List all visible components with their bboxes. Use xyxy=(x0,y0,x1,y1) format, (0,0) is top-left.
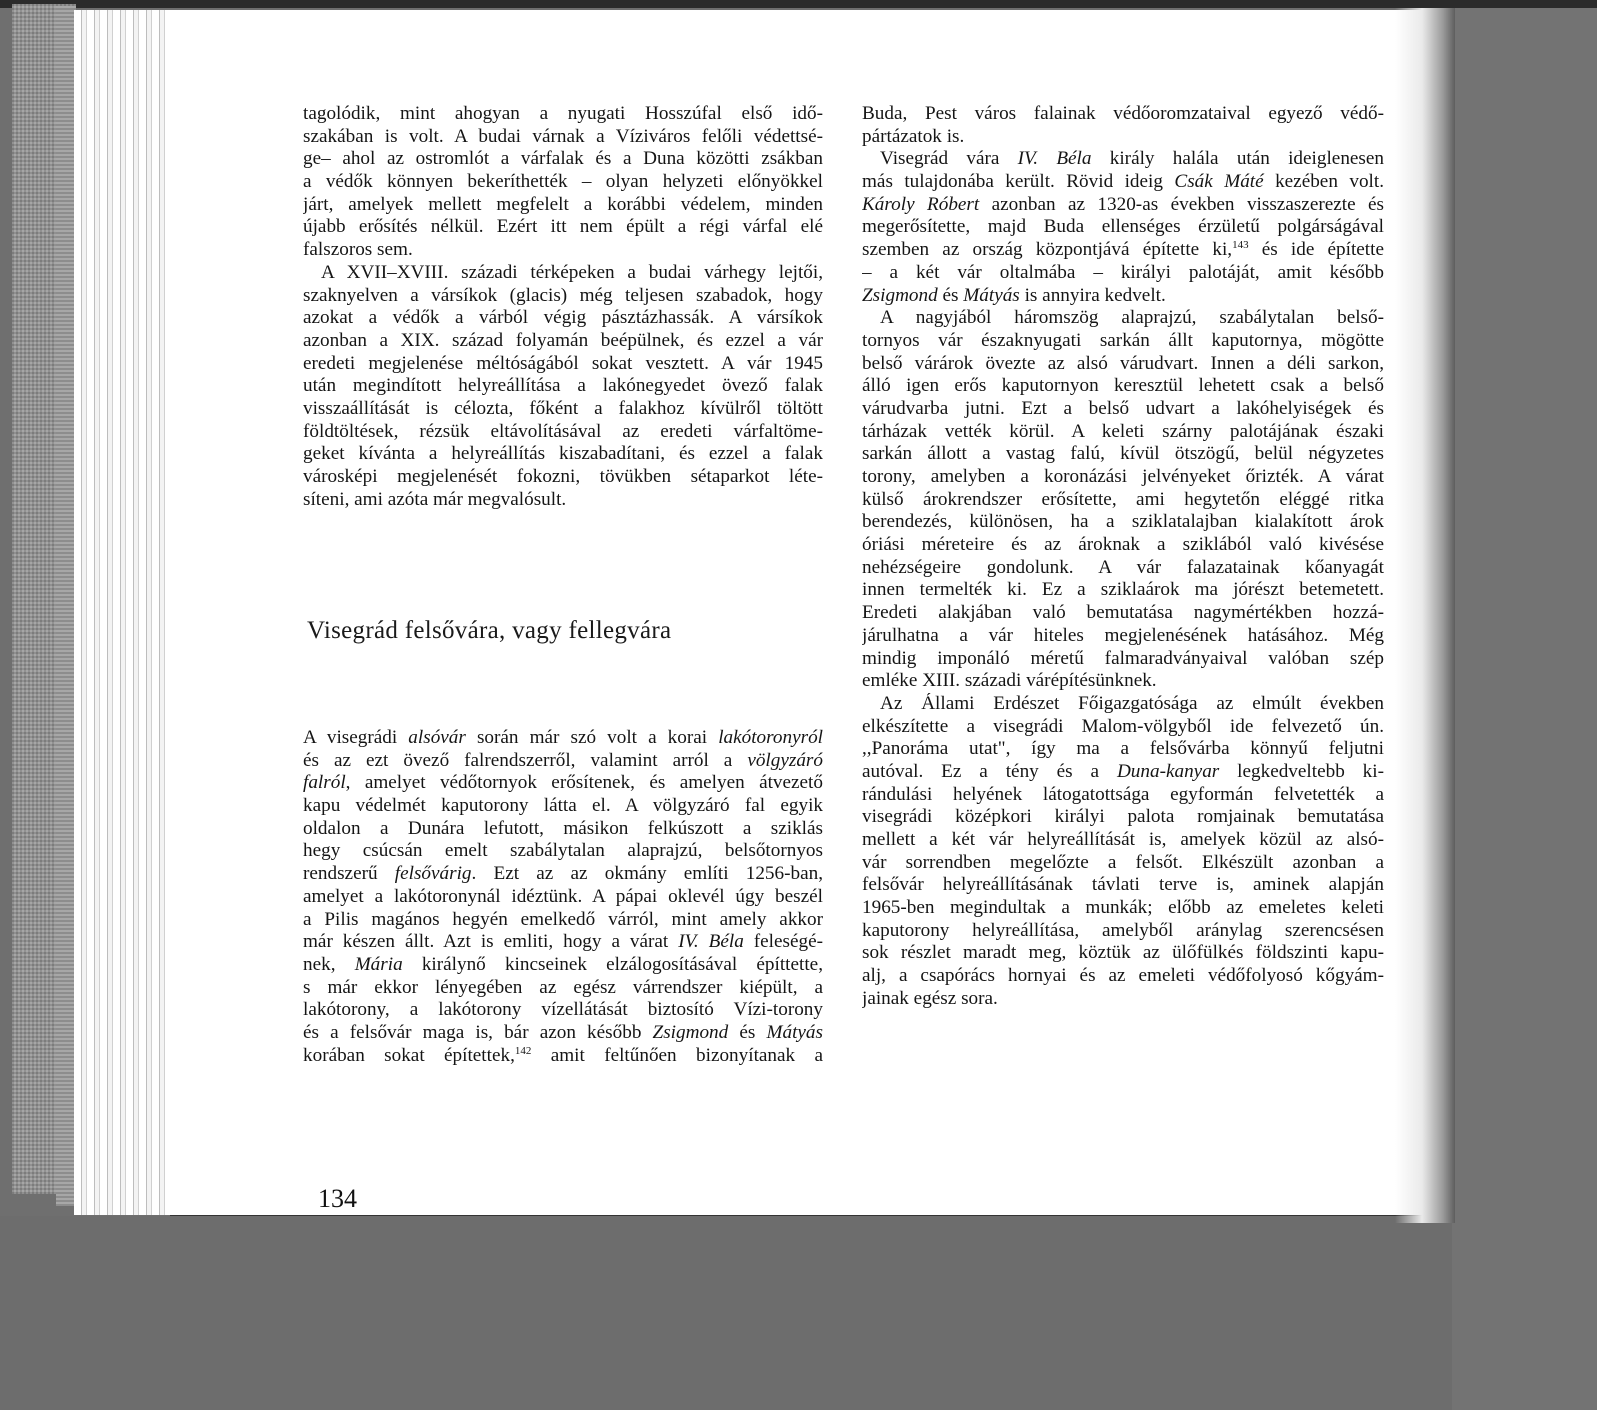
text-line: nehézségeire gondolunk. A vár falazatainak kőanyagát xyxy=(862,556,1384,578)
text-line: Buda, Pest város falainak védőoromzataival egyező védő- xyxy=(862,103,1384,124)
text-line: falról, amelyet védőtornyok erősítenek, és amelyen átvezető xyxy=(303,772,823,794)
page-number: 134 xyxy=(318,1184,357,1213)
text-line: tagolódik, mint ahogyan a nyugati Hosszúfal első idő- xyxy=(303,103,823,124)
page-gutter-shadow xyxy=(1395,8,1455,1223)
text-line: mellett a két vár helyreállítását is, amelyek közül az alsó- xyxy=(862,829,1384,850)
text-line: oldalon a Dunára lefutott, másikon felkúszott a sziklás xyxy=(303,817,823,839)
text-line: A visegrádi alsóvár során már szó volt a korai lakótoronyról xyxy=(303,727,823,748)
text-line: vár sorrendben megelőzte a felsőt. Elkészült azonban a xyxy=(862,851,1384,873)
text-line: felsővár helyreállításának távlati terve is, aminek alapján xyxy=(862,874,1384,896)
italic-term: Mátyás xyxy=(766,1021,823,1043)
text-line: nek, Mária királynő kincseinek elzálogosításával építtette, xyxy=(303,953,823,975)
text-line: városképi megjelenését fokozni, tövükben sétaparkot léte- xyxy=(303,466,823,487)
right-column-text xyxy=(862,103,1384,1011)
italic-term: alsóvár xyxy=(408,727,466,748)
text-line: Zsigmond és Mátyás is annyira kedvelt. xyxy=(862,284,1166,306)
text-line: belső várárok övezte az alsó várudvart. Innen a déli sarkon, xyxy=(862,352,1384,374)
text-line: sok részlet maradt meg, köztük az ülőfülkés földszinti kapu- xyxy=(862,942,1384,964)
scanner-background-bottom xyxy=(0,1216,1597,1410)
text-line: után megindított helyreállítása a lakónegyedet övező falak xyxy=(303,375,823,397)
text-line: járt, amelyek mellett megfelelt a korábbi védelem, minden xyxy=(303,193,823,215)
italic-term: Károly Róbert xyxy=(862,193,980,215)
text-line: emléke XIII. századi várépítésünknek. xyxy=(862,670,1157,692)
text-line: már készen állt. Azt is emliti, hogy a várat IV. Béla feleségé- xyxy=(303,931,823,953)
text-line: A nagyjából háromszög alaprajzú, szabálytalan belső- xyxy=(880,307,1384,329)
text-line: mindig imponáló méretű falmaradványaival valóban szép xyxy=(862,647,1384,669)
left-column-text-section xyxy=(303,727,823,1067)
text-line: torony, amelyben a koronázási jelvényeket őrizték. A várat xyxy=(862,466,1384,487)
italic-term: felsővárig xyxy=(394,863,472,885)
footnote-ref: 143 xyxy=(1232,239,1249,252)
text-line: álló igen erős kaputornyon keresztül lehetett csak a belső xyxy=(862,375,1384,397)
text-line: újabb erősítés nélkül. Ezért itt nem épült a régi várfal elé xyxy=(303,216,823,238)
text-line: várudvarba jutni. Ezt a belső udvart a lakóhelyiségek és xyxy=(862,397,1384,419)
italic-term: völgyzáró xyxy=(747,749,823,771)
text-line: Eredeti alakjában való bemutatása nagymértékben hozzá- xyxy=(862,602,1384,624)
text-line: lakótorony, a lakótorony vízellátását biztosító Vízi-torony xyxy=(303,999,823,1021)
page-stack-edges xyxy=(74,10,184,1215)
text-line: szaknyelven a vársíkok (glacis) még teljesen szabadok, hogy xyxy=(303,284,823,306)
italic-term: IV. Béla xyxy=(1017,148,1092,170)
text-line: rendszerű felsővárig. Ezt az az okmány említi 1256-ban, xyxy=(303,863,823,885)
text-line: járulhatna a vár hiteles megjelenésének hatásához. Még xyxy=(862,624,1384,646)
text-line: szakában is volt. A budai várnak a Víziváros felőli védettsé- xyxy=(303,125,823,147)
scan-top-edge xyxy=(0,0,1597,8)
italic-term: falról xyxy=(303,772,346,794)
footnote-ref: 142 xyxy=(514,1044,532,1057)
text-line: és az ezt övező falrendszerről, valamint arról a völgyzáró xyxy=(303,749,823,771)
italic-term: Mária xyxy=(354,953,403,975)
text-line: rándulási helyének látogatottsága egyformán felvetették a xyxy=(862,783,1384,805)
italic-term: Zsigmond xyxy=(652,1021,729,1043)
text-line: eredeti megjelenése méltóságából sokat vesztett. A vár 1945 xyxy=(303,352,823,374)
italic-term: Duna-kanyar xyxy=(1116,760,1220,782)
text-line: óriási méreteire és az ároknak a sziklából való kivésése xyxy=(862,534,1384,556)
text-line: alj, a csapórács hornyai és az emeleti védőfolyosó kőgyám- xyxy=(862,965,1384,987)
text-line: elkészítette a visegrádi Malom-völgyből ide felvezető ún. xyxy=(862,715,1384,737)
text-line: – a két vár oltalmába – királyi palotáját, amit később xyxy=(862,261,1384,283)
italic-term: Mátyás xyxy=(963,284,1020,306)
text-line: síteni, ami azóta már megvalósult. xyxy=(303,488,567,510)
text-line: a Pilis magános hegyén emelkedő várról, mint amely akkor xyxy=(303,908,823,930)
text-line: tornyos vár északnyugati sarkán állt kaputornya, mögötte xyxy=(862,329,1384,351)
text-line: hegy csúcsán emelt szabálytalan alaprajzú, belsőtornyos xyxy=(303,840,823,862)
text-line: visegrádi középkori királyi palota romjainak bemutatása xyxy=(862,806,1384,828)
text-line: amelyet a lakótoronynál idéztünk. A pápai oklevél úgy beszél xyxy=(303,885,823,907)
text-line: tárházak vették körül. A keleti szárny palotájának északi xyxy=(862,420,1384,442)
scanner-background-right xyxy=(1452,8,1597,1410)
italic-term: Zsigmond xyxy=(862,284,938,306)
text-line: ge– ahol az ostromlót a várfalak és a Duna közötti zsákban xyxy=(303,148,823,170)
text-line: falszoros sem. xyxy=(303,239,413,261)
text-line: más tulajdonába került. Rövid ideig Csák Máté kezében volt. xyxy=(862,171,1384,193)
text-line: Károly Róbert azonban az 1320-as években visszaszerezte és xyxy=(862,193,1384,215)
text-line: szemben az ország központjává építette ki,$^{143}$ és ide építette xyxy=(862,239,1384,261)
text-line: kaputorony helyreállítása, amelyből aránylag szerencsésen xyxy=(862,919,1384,941)
text-line: külső árokrendszer erősítette, ami hegytetőn eléggé ritka xyxy=(862,488,1384,510)
text-line: sarkán állott a vastag falú, kívül ötszögű, belül négyzetes xyxy=(862,443,1384,465)
text-line: azokat a védők a várból végig pásztázhassák. A vársíkok xyxy=(303,307,823,329)
text-line: s már ekkor lényegében az egész várrendszer kiépült, a xyxy=(303,976,823,998)
italic-term: lakótoronyról xyxy=(718,727,823,748)
text-line: autóval. Ez a tény és a Duna-kanyar legkedveltebb ki- xyxy=(862,760,1384,782)
text-line: megerősítette, majd Buda ellenséges érzületű polgárságával xyxy=(862,216,1384,238)
text-line: és a felsővár maga is, bár azon később Zsigmond és Mátyás xyxy=(303,1021,823,1043)
text-line: földtöltések, rézsük eltávolításával az eredeti várfaltöme- xyxy=(303,420,823,442)
text-line: A XVII–XVIII. századi térképeken a budai várhegy lejtői, xyxy=(321,261,823,283)
section-heading: Visegrád felsővára, vagy fellegvára xyxy=(307,617,672,644)
text-line: berendezés, különösen, ha a sziklatalajban kialakított árok xyxy=(862,511,1384,533)
text-line: pártázatok is. xyxy=(862,125,965,147)
text-line: azonban a XIX. század folyamán beépülnek, és ezzel a vár xyxy=(303,329,823,351)
text-line: kapu védelmét kaputorony látta el. A völgyzáró fal egyik xyxy=(303,795,823,817)
italic-term: Csák Máté xyxy=(1174,171,1264,193)
text-line: Visegrád vára IV. Béla király halála után ideiglenesen xyxy=(880,148,1384,170)
text-line: Az Állami Erdészet Főigazgatósága az elmúlt években xyxy=(880,692,1384,714)
text-line: innen termelték ki. Ez a sziklaárok ma jórészt betemetett. xyxy=(862,579,1384,601)
text-line: ,,Panoráma utat", így ma a felsővárba könnyű feljutni xyxy=(862,738,1384,760)
book-spine-edge xyxy=(56,6,76,1206)
text-line: a védők könnyen bekeríthették – olyan helyzeti előnyökkel xyxy=(303,171,823,193)
text-line: jainak egész sora. xyxy=(862,987,998,1009)
text-line: korában sokat építettek,$^{142}$ amit feltűnően bizonyítanak a xyxy=(303,1044,823,1066)
text-line: 1965-ben megindultak a munkák; előbb az emeletes keleti xyxy=(862,897,1384,919)
text-line: geket kívánta a helyreállítás kiszabadítani, és ezzel a falak xyxy=(303,443,823,465)
italic-term: IV. Béla xyxy=(678,931,744,953)
text-line: visszaállítását is célozta, főként a falakhoz kívülről töltött xyxy=(303,397,823,419)
left-column-text xyxy=(303,103,823,511)
